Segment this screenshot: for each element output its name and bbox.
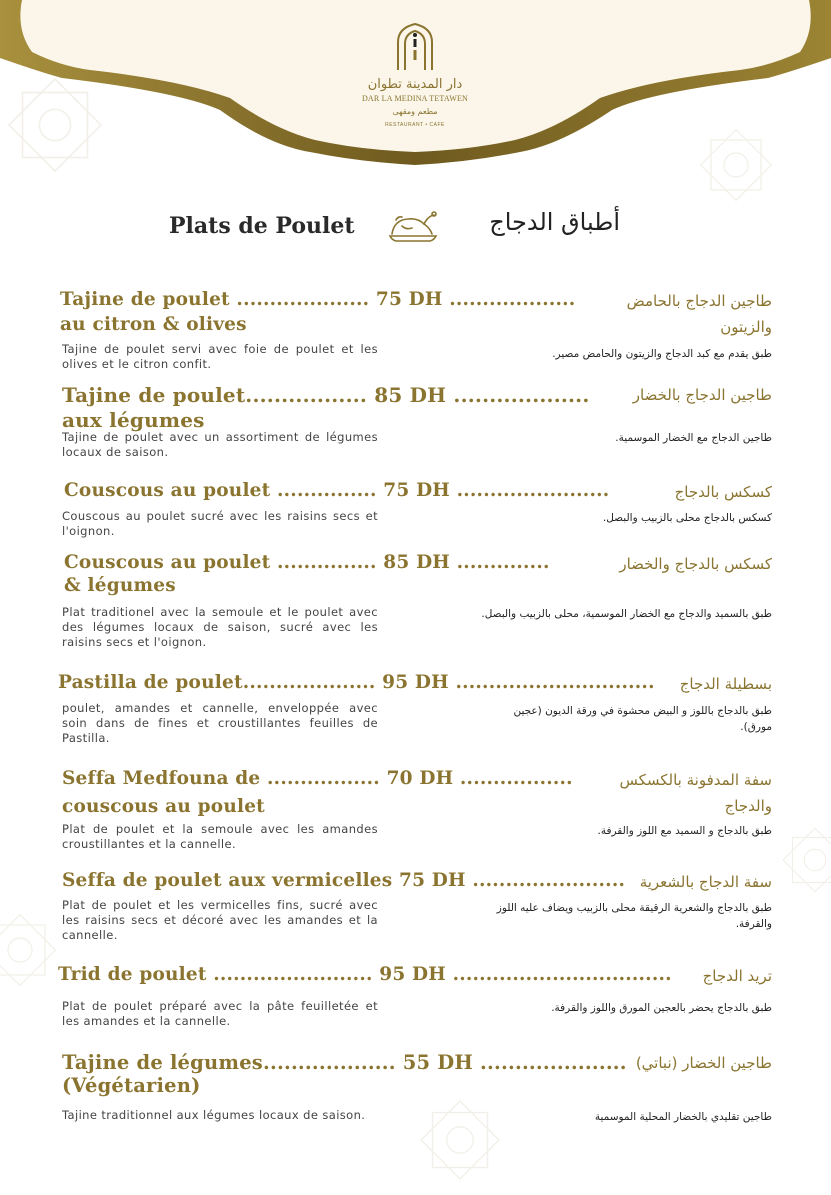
dish-title-line: Tajine de légumes................... 55 DH ..................... bbox=[62, 1051, 627, 1074]
dish-description-ar: طبق بالدجاج يحضر بالعجين المورق واللوز والقرفة. bbox=[480, 1000, 772, 1016]
dish-title-line: Seffa de poulet aux vermicelles 75 DH ....................... bbox=[62, 870, 625, 891]
dish-description-fr: Tajine de poulet avec un assortiment de légumes locaux de saison. bbox=[62, 430, 378, 460]
dish-title-ar: طاجين الدجاج بالحامض bbox=[560, 292, 772, 310]
dish-title-line: (Végétarien) bbox=[62, 1074, 201, 1097]
dish-title-ar: كسكس بالدجاج والخضار bbox=[560, 555, 772, 573]
dish-title-ar: تريد الدجاج bbox=[640, 967, 772, 985]
dish-title-line: Seffa Medfouna de ................. 70 DH ................. bbox=[62, 768, 573, 789]
dish-title-line: & légumes bbox=[64, 575, 176, 596]
section-title-fr: Plats de Poulet bbox=[169, 213, 355, 239]
dish-title-ar: سفة المدفونة بالكسكس bbox=[560, 771, 772, 789]
dish-title-line: Couscous au poulet ............... 75 DH ....................... bbox=[64, 480, 609, 501]
dish-title-line: Tajine de poulet .................... 75 DH ................... bbox=[60, 289, 575, 310]
section-title-ar: أطباق الدجاج bbox=[468, 208, 620, 236]
dish-description-fr: Tajine traditionnel aux légumes locaux de saison. bbox=[62, 1108, 378, 1123]
roast-chicken-icon bbox=[388, 210, 438, 244]
arch-logo-icon bbox=[392, 20, 438, 72]
dish-description-fr: Plat de poulet et les vermicelles fins, sucré avec les raisins secs et décoré avec les amandes et la cannelle. bbox=[62, 898, 378, 943]
dish-title-ar: سفة الدجاج بالشعرية bbox=[600, 873, 772, 891]
logo-arabic-subtitle: مطعم ومقهى bbox=[345, 107, 485, 116]
dish-title-ar: بسطيلة الدجاج bbox=[600, 675, 772, 693]
logo-arabic-name: دار المدينة تطوان bbox=[345, 78, 485, 92]
dish-description-ar: طبق بالدجاج باللوز و البيض محشوة في ورقة الديون (عجين مورق). bbox=[480, 703, 772, 735]
decorative-star-pattern bbox=[405, 1085, 515, 1195]
dish-description-fr: Plat de poulet préparé avec la pâte feuilletée et les amandes et la cannelle. bbox=[62, 999, 378, 1029]
dish-title-line: Trid de poulet ........................ 95 DH ................................. bbox=[58, 964, 672, 985]
logo-french-name: DAR LA MEDINA TETAWEN bbox=[345, 94, 485, 103]
dish-description-ar: طبق بالسميد والدجاج مع الخضار الموسمية، محلى بالزبيب والبصل. bbox=[480, 606, 772, 622]
dish-title-ar: والدجاج bbox=[600, 797, 772, 815]
dish-description-ar: طبق بالدجاج و السميد مع اللوز والقرفة. bbox=[480, 823, 772, 839]
dish-description-ar: طاجين الدجاج مع الخضار الموسمية. bbox=[480, 430, 772, 446]
dish-description-fr: poulet, amandes et cannelle, enveloppée avec soin dans de fines et croustillantes feuilles de Pastilla. bbox=[62, 701, 378, 746]
dish-title-ar: طاجين الخضار (نباتي) bbox=[580, 1054, 772, 1072]
logo-subtitle: RESTAURANT • CAFE bbox=[345, 122, 485, 128]
dish-title-line: au citron & olives bbox=[60, 314, 247, 335]
dish-title-ar: والزيتون bbox=[600, 318, 772, 336]
dish-title-line: Tajine de poulet................. 85 DH ................... bbox=[62, 383, 590, 407]
dish-title-line: aux légumes bbox=[62, 408, 205, 432]
dish-description-fr: Tajine de poulet servi avec foie de poulet et les olives et le citron confit. bbox=[62, 342, 378, 372]
dish-title-ar: كسكس بالدجاج bbox=[600, 483, 772, 501]
decorative-star-pattern bbox=[0, 900, 70, 1000]
dish-description-fr: Plat traditionel avec la semoule et le poulet avec des légumes locaux de saison, sucré avec les raisins secs et l'oignon. bbox=[62, 605, 378, 650]
dish-title-line: Couscous au poulet ............... 85 DH .............. bbox=[64, 552, 550, 573]
dish-title-line: Pastilla de poulet.................... 95 DH .............................. bbox=[58, 672, 655, 693]
dish-title-line: couscous au poulet bbox=[62, 796, 265, 817]
restaurant-logo bbox=[345, 20, 485, 128]
dish-description-ar: طاجين تقليدي بالخضار المحلية الموسمية bbox=[480, 1109, 772, 1125]
decorative-star-pattern bbox=[770, 815, 831, 905]
dish-description-fr: Couscous au poulet sucré avec les raisins secs et l'oignon. bbox=[62, 509, 378, 539]
dish-description-fr: Plat de poulet et la semoule avec les amandes croustillantes et la cannelle. bbox=[62, 822, 378, 852]
dish-description-ar: كسكس بالدجاج محلى بالزبيب والبصل. bbox=[480, 510, 772, 526]
dish-description-ar: طبق بالدجاج والشعرية الرقيقة محلى بالزبيب ويضاف عليه اللوز والقرفة. bbox=[464, 900, 772, 932]
dish-title-ar: طاجين الدجاج بالخضار bbox=[560, 386, 772, 404]
dish-description-ar: طبق يقدم مع كبد الدجاج والزيتون والحامض مصير. bbox=[480, 346, 772, 362]
